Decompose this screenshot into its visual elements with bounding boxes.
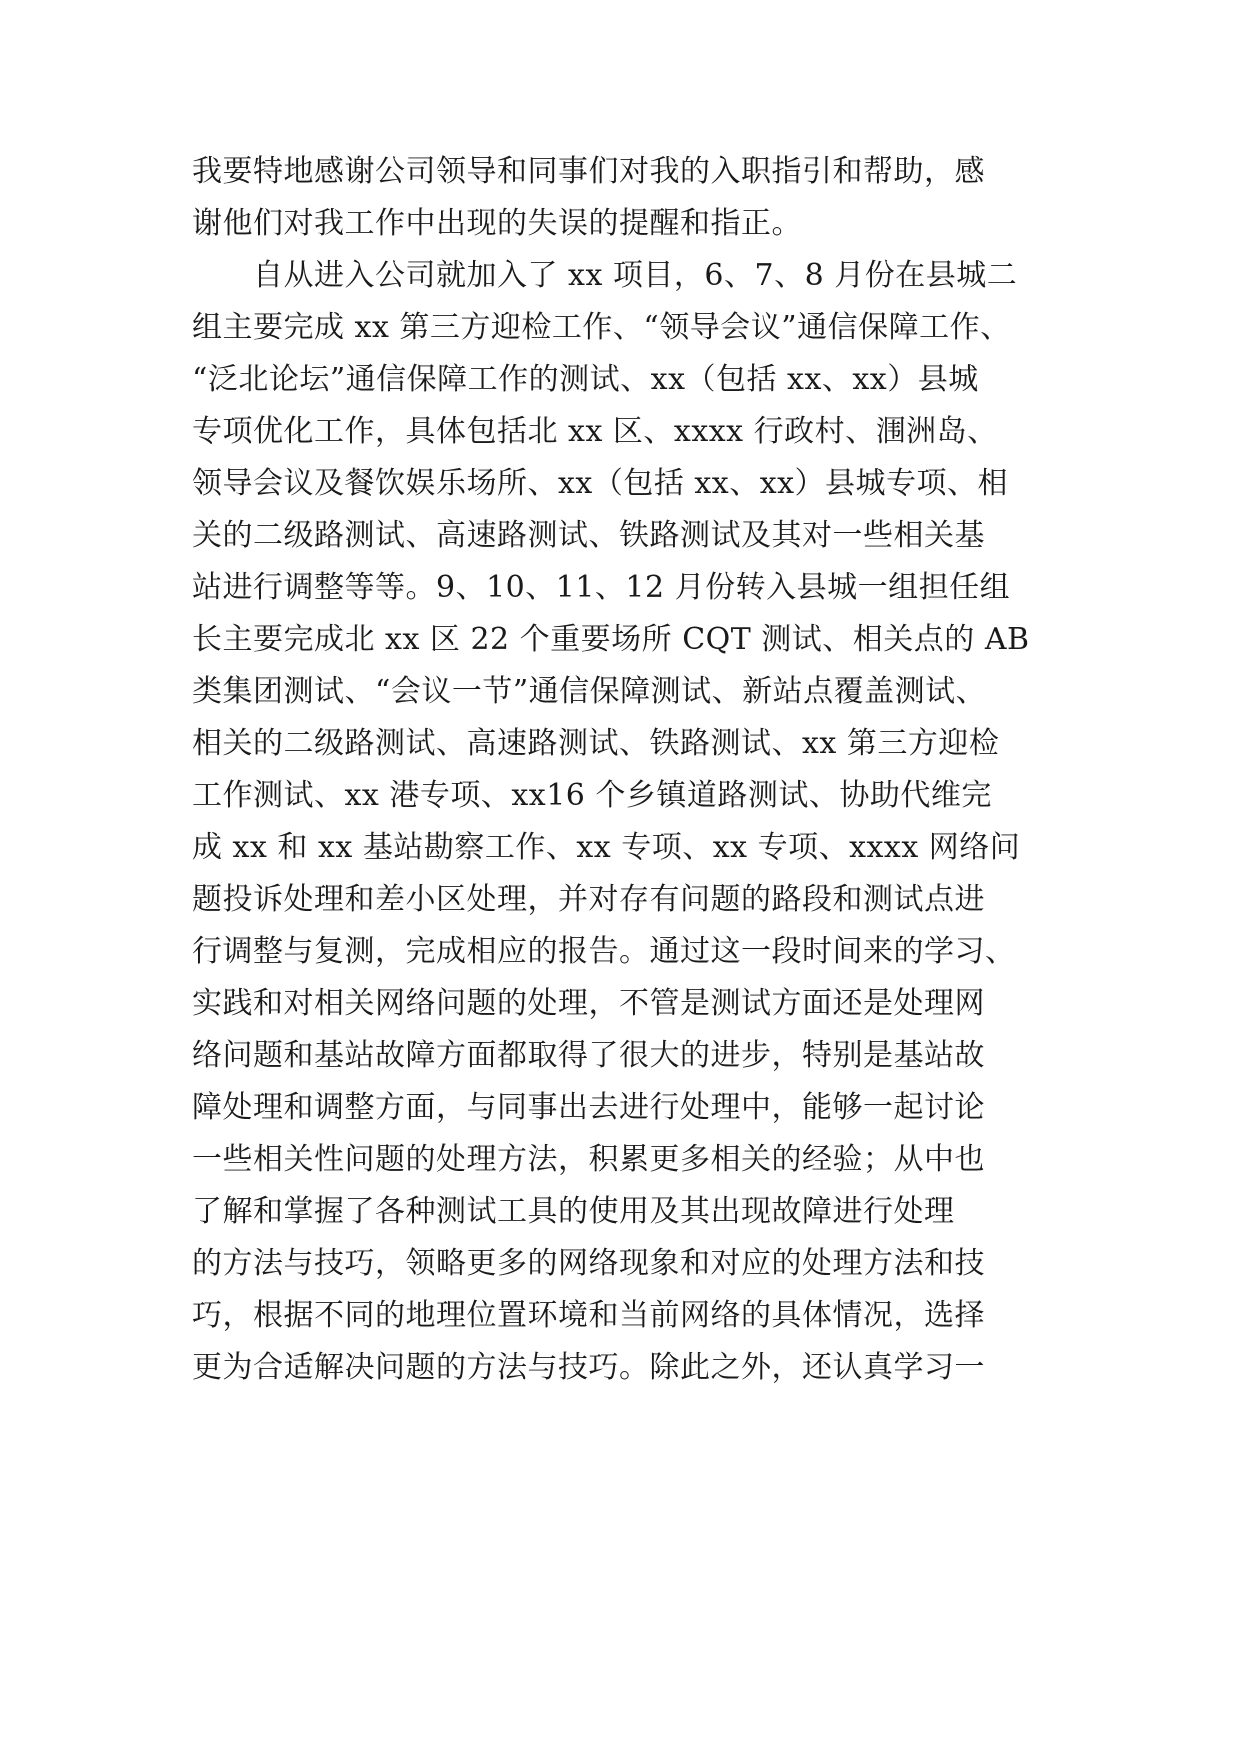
text-line: 工作测试、xx 港专项、xx16 个乡镇道路测试、协助代维完 [192,778,992,813]
text-line: 题投诉处理和差小区处理，并对存有问题的路段和测试点进 [192,882,985,917]
text-line: 一些相关性问题的处理方法，积累更多相关的经验；从中也 [192,1142,985,1177]
text-line: 实践和对相关网络问题的处理，不管是测试方面还是处理网 [192,986,985,1021]
text-line: 成 xx 和 xx 基站勘察工作、xx 专项、xx 专项、xxxx 网络问 [192,830,1021,865]
text-line: 行调整与复测，完成相应的报告。通过这一段时间来的学习、 [192,934,1016,969]
text-line: 领导会议及餐饮娱乐场所、xx（包括 xx、xx）县城专项、相 [192,466,1009,501]
text-line: 组主要完成 xx 第三方迎检工作、“领导会议”通信保障工作、 [192,310,1011,345]
text-line: 的方法与技巧，领略更多的网络现象和对应的处理方法和技 [192,1246,985,1281]
text-line: 站进行调整等等。9、10、11、12 月份转入县城一组担任组 [192,570,1011,605]
text-line: 我要特地感谢公司领导和同事们对我的入职指引和帮助，感 [192,154,985,189]
text-line: 络问题和基站故障方面都取得了很大的进步，特别是基站故 [192,1038,985,1073]
text-line: 类集团测试、“会议一节”通信保障测试、新站点覆盖测试、 [192,674,987,709]
text-line: 相关的二级路测试、高速路测试、铁路测试、xx 第三方迎检 [192,726,1000,761]
text-line: “泛北论坛”通信保障工作的测试、xx（包括 xx、xx）县城 [192,362,979,397]
text-line: 障处理和调整方面，与同事出去进行处理中，能够一起讨论 [192,1090,985,1125]
text-line: 了解和掌握了各种测试工具的使用及其出现故障进行处理 [192,1194,955,1229]
text-line: 更为合适解决问题的方法与技巧。除此之外，还认真学习一 [192,1350,985,1385]
text-line: 长主要完成北 xx 区 22 个重要场所 CQT 测试、相关点的 AB [192,622,1030,657]
text-line: 专项优化工作，具体包括北 xx 区、xxxx 行政村、涠洲岛、 [192,414,998,449]
text-line: 巧，根据不同的地理位置环境和当前网络的具体情况，选择 [192,1298,985,1333]
text-line: 谢他们对我工作中出现的失误的提醒和指正。 [192,206,802,241]
text-line: 关的二级路测试、高速路测试、铁路测试及其对一些相关基 [192,518,985,553]
text-line: 自从进入公司就加入了 xx 项目，6、7、8 月份在县城二 [192,258,1018,293]
